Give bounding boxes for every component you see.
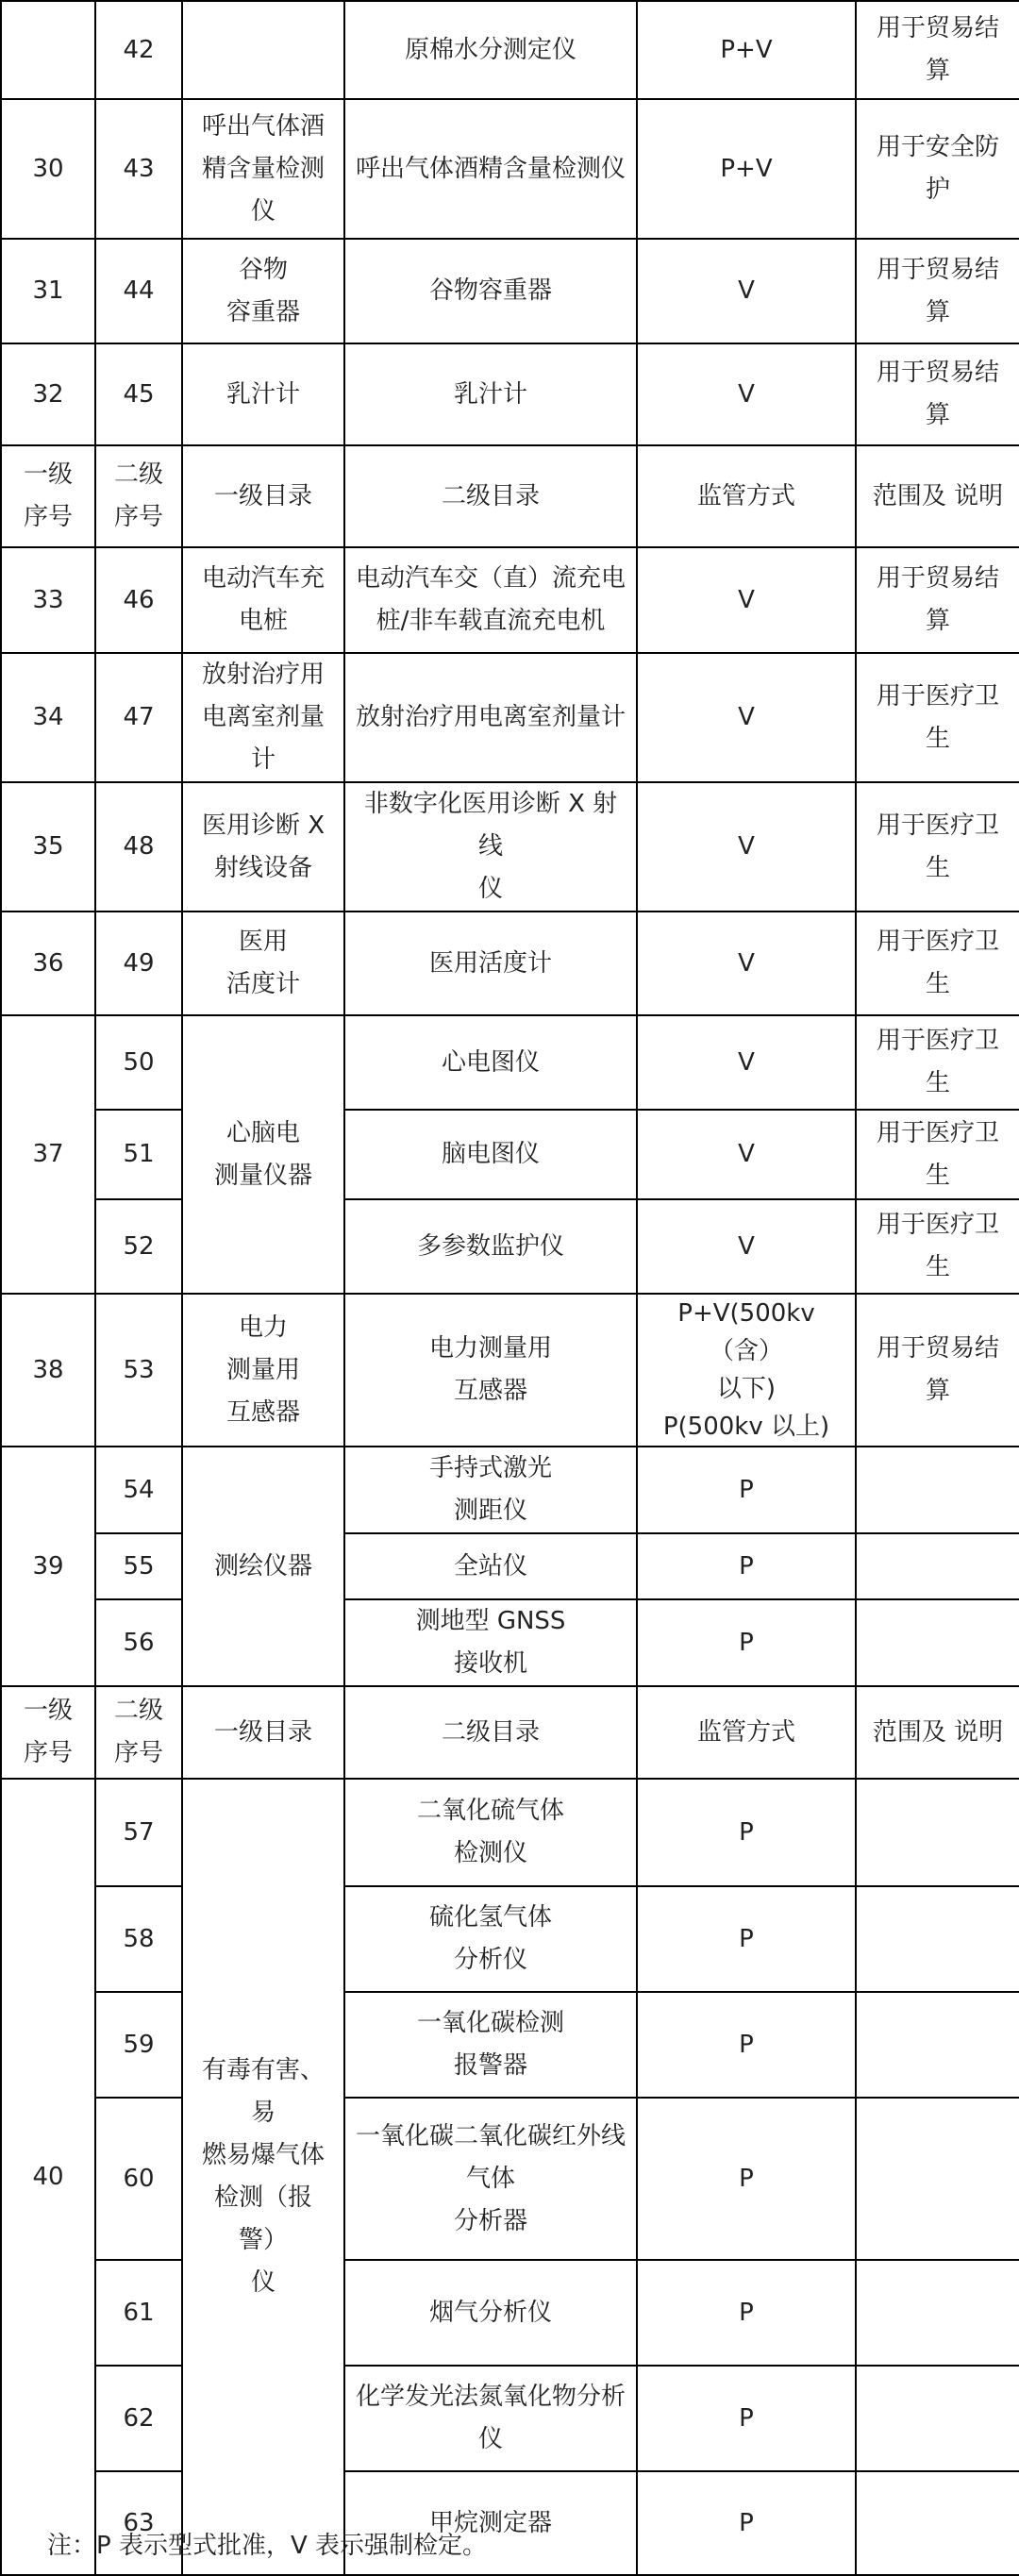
- header-scope: 范围及 说明: [856, 445, 1019, 547]
- level1-no-cell: 35: [1, 782, 95, 912]
- level2-no-cell: 58: [95, 1886, 182, 1992]
- level2-no-cell: 50: [95, 1015, 182, 1110]
- supervision-cell: V: [637, 1199, 856, 1294]
- level2-no-cell: 46: [95, 547, 182, 653]
- scope-cell: [856, 2098, 1019, 2260]
- level2-no-cell: 42: [95, 1, 182, 99]
- supervision-cell: P: [637, 2260, 856, 2366]
- table-row: [1, 239, 1019, 343]
- level2-no-cell: 55: [95, 1533, 182, 1599]
- scope-cell: [856, 1886, 1019, 1992]
- scope-cell: 用于医疗卫 生: [856, 912, 1019, 1015]
- supervision-cell: P+V: [637, 99, 856, 239]
- header-supervision: 监管方式: [637, 1686, 856, 1779]
- header-row: [1, 1686, 1019, 1779]
- supervision-cell: V: [637, 1110, 856, 1199]
- supervision-cell: P: [637, 1533, 856, 1599]
- header-level2-no: 二级 序号: [95, 445, 182, 547]
- scope-cell: [856, 1533, 1019, 1599]
- level2-no-cell: 51: [95, 1110, 182, 1199]
- scope-cell: [856, 1447, 1019, 1533]
- level2-dir-cell: 烟气分析仪: [344, 2260, 637, 2366]
- level2-no-cell: 52: [95, 1199, 182, 1294]
- level1-no-cell: 31: [1, 239, 95, 343]
- level1-no-cell: 34: [1, 653, 95, 782]
- supervision-cell: P+V: [637, 1, 856, 99]
- level2-dir-cell: 全站仪: [344, 1533, 637, 1599]
- level2-no-cell: 57: [95, 1779, 182, 1886]
- level1-dir-cell: 谷物 容重器: [182, 239, 344, 343]
- level2-no-cell: 61: [95, 2260, 182, 2366]
- level1-dir-cell: [182, 1, 344, 99]
- level2-no-cell: 47: [95, 653, 182, 782]
- table-row: [1, 1533, 1019, 1599]
- supervision-cell: P+V(500kv（含） 以下) P(500kv 以上): [637, 1294, 856, 1447]
- supervision-cell: P: [637, 2471, 856, 2575]
- scope-cell: [856, 1779, 1019, 1886]
- header-row: [1, 445, 1019, 547]
- supervision-cell: P: [637, 1447, 856, 1533]
- level2-no-cell: 60: [95, 2098, 182, 2260]
- level2-dir-cell: 心电图仪: [344, 1015, 637, 1110]
- level2-no-cell: 63: [95, 2471, 182, 2575]
- level2-dir-cell: 谷物容重器: [344, 239, 637, 343]
- header-level2-dir: 二级目录: [344, 445, 637, 547]
- table-row: [1, 782, 1019, 912]
- level1-dir-cell: 乳汁计: [182, 343, 344, 445]
- table-row: [1, 1015, 1019, 1110]
- level1-dir-cell: 电力 测量用 互感器: [182, 1294, 344, 1447]
- scope-cell: [856, 1992, 1019, 2098]
- scope-cell: [856, 2366, 1019, 2471]
- level1-no-cell: 39: [1, 1447, 95, 1686]
- level1-no-cell: 32: [1, 343, 95, 445]
- level2-no-cell: 56: [95, 1599, 182, 1686]
- level1-dir-cell: 医用诊断 X 射线设备: [182, 782, 344, 912]
- table-row: [1, 1447, 1019, 1533]
- table-row: [1, 1199, 1019, 1294]
- table-row: [1, 2098, 1019, 2260]
- level1-dir-cell: 电动汽车充 电桩: [182, 547, 344, 653]
- table-row: [1, 1294, 1019, 1447]
- level2-no-cell: 45: [95, 343, 182, 445]
- supervision-cell: P: [637, 2098, 856, 2260]
- level2-dir-cell: 化学发光法氮氧化物分析 仪: [344, 2366, 637, 2471]
- level1-dir-cell: 呼出气体酒 精含量检测 仪: [182, 99, 344, 239]
- level2-dir-cell: 甲烷测定器: [344, 2471, 637, 2575]
- scope-cell: 用于贸易结 算: [856, 343, 1019, 445]
- supervision-cell: P: [637, 1992, 856, 2098]
- scope-cell: 用于医疗卫 生: [856, 1199, 1019, 1294]
- level1-dir-cell: 医用 活度计: [182, 912, 344, 1015]
- level1-dir-cell: 心脑电 测量仪器: [182, 1015, 344, 1294]
- level2-no-cell: 54: [95, 1447, 182, 1533]
- level2-dir-cell: 多参数监护仪: [344, 1199, 637, 1294]
- level2-dir-cell: 电动汽车交（直）流充电 桩/非车载直流充电机: [344, 547, 637, 653]
- scope-cell: 用于医疗卫 生: [856, 653, 1019, 782]
- supervision-cell: P: [637, 1886, 856, 1992]
- header-scope: 范围及 说明: [856, 1686, 1019, 1779]
- header-level1-dir: 一级目录: [182, 445, 344, 547]
- table-row: [1, 2366, 1019, 2471]
- table-row: [1, 1992, 1019, 2098]
- level1-dir-cell: 有毒有害、易 燃易爆气体 检测（报警） 仪: [182, 1779, 344, 2575]
- scope-cell: [856, 2471, 1019, 2575]
- footnote: 注：P 表示型式批准，V 表示强制检定。: [47, 2532, 487, 2560]
- scope-cell: 用于医疗卫 生: [856, 1110, 1019, 1199]
- supervision-cell: V: [637, 653, 856, 782]
- table-row: [1, 547, 1019, 653]
- table-row: [1, 653, 1019, 782]
- scope-cell: 用于医疗卫 生: [856, 1015, 1019, 1110]
- supervision-cell: V: [637, 547, 856, 653]
- level2-dir-cell: 一氧化碳二氧化碳红外线 气体 分析器: [344, 2098, 637, 2260]
- level1-no-cell: [1, 1, 95, 99]
- table-row: [1, 1779, 1019, 1886]
- level2-dir-cell: 硫化氢气体 分析仪: [344, 1886, 637, 1992]
- scope-cell: [856, 2260, 1019, 2366]
- level1-no-cell: 40: [1, 1779, 95, 2575]
- level1-dir-cell: 测绘仪器: [182, 1447, 344, 1686]
- table-row: [1, 99, 1019, 239]
- supervision-cell: P: [637, 2366, 856, 2471]
- level2-dir-cell: 原棉水分测定仪: [344, 1, 637, 99]
- level2-no-cell: 53: [95, 1294, 182, 1447]
- level1-no-cell: 38: [1, 1294, 95, 1447]
- header-level2-dir: 二级目录: [344, 1686, 637, 1779]
- header-level2-no: 二级 序号: [95, 1686, 182, 1779]
- scope-cell: 用于贸易结 算: [856, 1, 1019, 99]
- table-row: [1, 1886, 1019, 1992]
- level1-no-cell: 30: [1, 99, 95, 239]
- header-level1-dir: 一级目录: [182, 1686, 344, 1779]
- level2-no-cell: 62: [95, 2366, 182, 2471]
- level1-no-cell: 36: [1, 912, 95, 1015]
- level2-dir-cell: 测地型 GNSS 接收机: [344, 1599, 637, 1686]
- scope-cell: 用于贸易结 算: [856, 547, 1019, 653]
- level2-dir-cell: 手持式激光 测距仪: [344, 1447, 637, 1533]
- level2-dir-cell: 医用活度计: [344, 912, 637, 1015]
- level2-dir-cell: 呼出气体酒精含量检测仪: [344, 99, 637, 239]
- table-row: [1, 912, 1019, 1015]
- scope-cell: [856, 1599, 1019, 1686]
- level2-dir-cell: 非数字化医用诊断 X 射线 仪: [344, 782, 637, 912]
- supervision-cell: V: [637, 239, 856, 343]
- level2-no-cell: 59: [95, 1992, 182, 2098]
- supervision-cell: V: [637, 782, 856, 912]
- level2-dir-cell: 放射治疗用电离室剂量计: [344, 653, 637, 782]
- level2-no-cell: 44: [95, 239, 182, 343]
- table-row: [1, 1110, 1019, 1199]
- header-level1-no: 一级 序号: [1, 1686, 95, 1779]
- supervision-cell: V: [637, 912, 856, 1015]
- header-level1-no: 一级 序号: [1, 445, 95, 547]
- level1-no-cell: 37: [1, 1015, 95, 1294]
- level2-dir-cell: 乳汁计: [344, 343, 637, 445]
- level2-dir-cell: 二氧化硫气体 检测仪: [344, 1779, 637, 1886]
- scope-cell: 用于医疗卫 生: [856, 782, 1019, 912]
- level2-no-cell: 48: [95, 782, 182, 912]
- level2-dir-cell: 电力测量用 互感器: [344, 1294, 637, 1447]
- level2-dir-cell: 一氧化碳检测 报警器: [344, 1992, 637, 2098]
- supervision-cell: V: [637, 1015, 856, 1110]
- level2-dir-cell: 脑电图仪: [344, 1110, 637, 1199]
- header-supervision: 监管方式: [637, 445, 856, 547]
- scope-cell: 用于安全防 护: [856, 99, 1019, 239]
- level1-dir-cell: 放射治疗用 电离室剂量 计: [182, 653, 344, 782]
- supervision-cell: P: [637, 1779, 856, 1886]
- level1-no-cell: 33: [1, 547, 95, 653]
- table-row: [1, 1, 1019, 99]
- scope-cell: 用于贸易结 算: [856, 1294, 1019, 1447]
- supervision-cell: P: [637, 1599, 856, 1686]
- scope-cell: 用于贸易结 算: [856, 239, 1019, 343]
- level2-no-cell: 49: [95, 912, 182, 1015]
- table-row: [1, 1599, 1019, 1686]
- level2-no-cell: 43: [95, 99, 182, 239]
- table-row: [1, 343, 1019, 445]
- table-row: [1, 2260, 1019, 2366]
- supervision-cell: V: [637, 343, 856, 445]
